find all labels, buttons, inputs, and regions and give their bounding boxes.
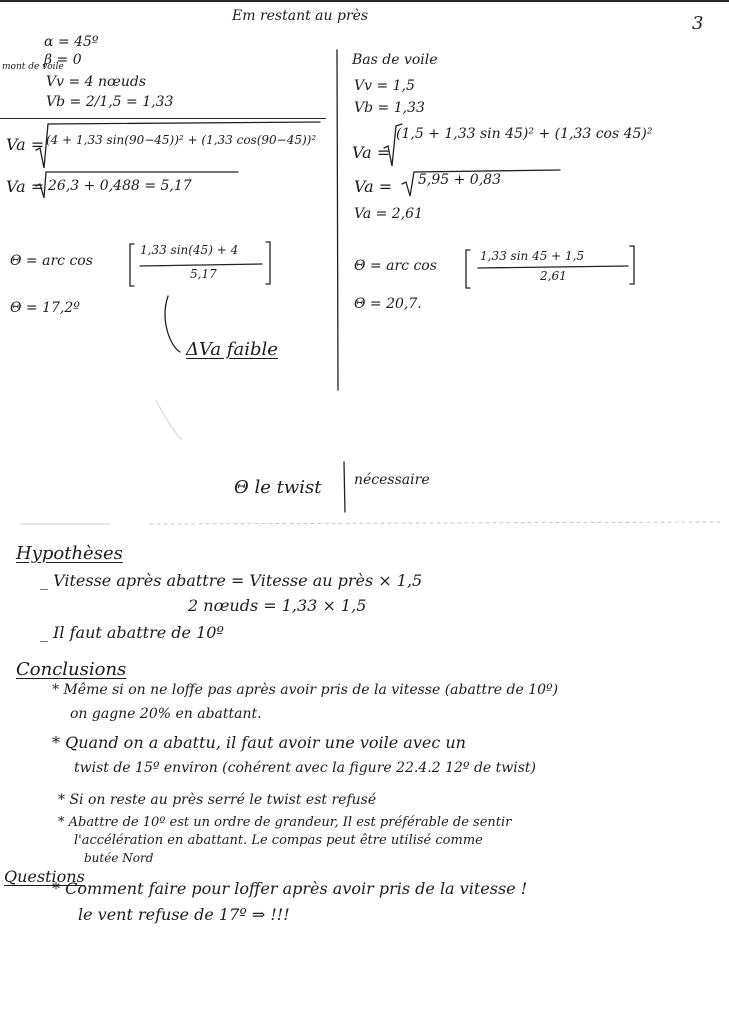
va-result: 26,3 + 0,488 = 5,17: [48, 178, 192, 194]
right-fraction-bar: [478, 266, 628, 268]
right-theta-result: Θ = 20,7.: [354, 296, 422, 312]
left-bracket-open: [130, 244, 134, 286]
faint-arrow: [156, 400, 182, 440]
page-number: 3: [692, 13, 704, 34]
delta-va-annotation: ΔVa faible: [186, 339, 278, 360]
theta-label: Θ = arc cos: [10, 253, 93, 269]
questions-heading: Questions: [4, 867, 85, 886]
alpha-line: α = 45º: [44, 34, 99, 50]
right-va3: Va = 2,61: [354, 206, 423, 222]
conclusion-4b: l'accélération en abattant. Le compas peut être utilisé comme: [74, 833, 483, 848]
right-va-formula: (1,5 + 1,33 sin 45)² + (1,33 cos 45)²: [396, 126, 653, 142]
right-va2: 5,95 + 0,83: [418, 172, 501, 188]
right-theta-numerator: 1,33 sin 45 + 1,5: [480, 249, 585, 263]
right-theta-denominator: 2,61: [540, 269, 567, 283]
right-vb: Vb = 1,33: [354, 100, 425, 116]
left-bracket-close: [266, 242, 270, 284]
right-sqrt-sign-2: [402, 170, 560, 196]
right-bracket-close: [630, 246, 634, 284]
annotation-arrow: [165, 296, 180, 352]
conclusion-3: * Si on reste au près serré le twist est refusé: [58, 792, 377, 808]
hypothesis-3: _ Il faut abattre de 10º: [40, 623, 224, 642]
conclusion-2a: * Quand on a abattu, il faut avoir une voile avec un: [52, 733, 466, 752]
twist-right: nécessaire: [354, 472, 430, 488]
va-formula-label: Va =: [6, 135, 45, 154]
hypothesis-2: 2 nœuds = 1,33 × 1,5: [188, 596, 367, 615]
va-result-label: Va =: [6, 177, 45, 196]
question-1b: le vent refuse de 17º ⇒ !!!: [78, 905, 290, 924]
left-sqrt-sign-2: [36, 172, 238, 198]
theta-result: Θ = 17,2º: [10, 300, 80, 316]
right-bracket-open: [466, 250, 470, 288]
twist-left: Θ le twist: [234, 477, 322, 498]
theta-denominator: 5,17: [190, 267, 217, 281]
conclusions-heading: Conclusions: [16, 659, 127, 680]
right-vv: Vv = 1,5: [354, 78, 415, 94]
conclusion-1a: * Même si on ne loffe pas après avoir pris de la vitesse (abattre de 10º): [52, 682, 559, 698]
twist-divider: [344, 462, 345, 512]
beta-line: β = 0: [44, 52, 82, 68]
va-formula: (4 + 1,33 sin(90−45))² + (1,33 cos(90−45))²: [46, 133, 317, 147]
column-divider: [337, 50, 338, 390]
vb-line: Vb = 2/1,5 = 1,33: [46, 94, 174, 110]
right-sqrt-sign: [384, 124, 402, 166]
conclusion-4c: butée Nord: [84, 851, 154, 865]
hypotheses-heading: Hypothèses: [16, 543, 123, 564]
theta-numerator: 1,33 sin(45) + 4: [140, 243, 239, 257]
side-note: mont de voile: [2, 62, 64, 72]
hypothesis-1: _ Vitesse après abattre = Vitesse au près × 1,5: [40, 571, 423, 590]
conclusion-1b: on gagne 20% en abattant.: [70, 706, 262, 722]
right-va-label: Va =: [352, 143, 391, 162]
question-1a: * Comment faire pour loffer après avoir pris de la vitesse !: [52, 879, 528, 898]
left-sqrt-sign: [36, 122, 320, 168]
conclusion-4a: * Abattre de 10º est un ordre de grandeur, Il est préférable de sentir: [58, 815, 512, 830]
right-va2-label: Va =: [354, 177, 393, 196]
conclusion-2b: twist de 15º environ (cohérent avec la figure 22.4.2 12º de twist): [74, 760, 537, 776]
right-title: Bas de voile: [352, 52, 438, 68]
vv-line: Vv = 4 nœuds: [46, 74, 147, 90]
mid-separator: [150, 522, 720, 524]
page-title: Em restant au près: [232, 8, 369, 24]
left-fraction-bar: [140, 264, 262, 266]
right-theta-label: Θ = arc cos: [354, 258, 437, 274]
